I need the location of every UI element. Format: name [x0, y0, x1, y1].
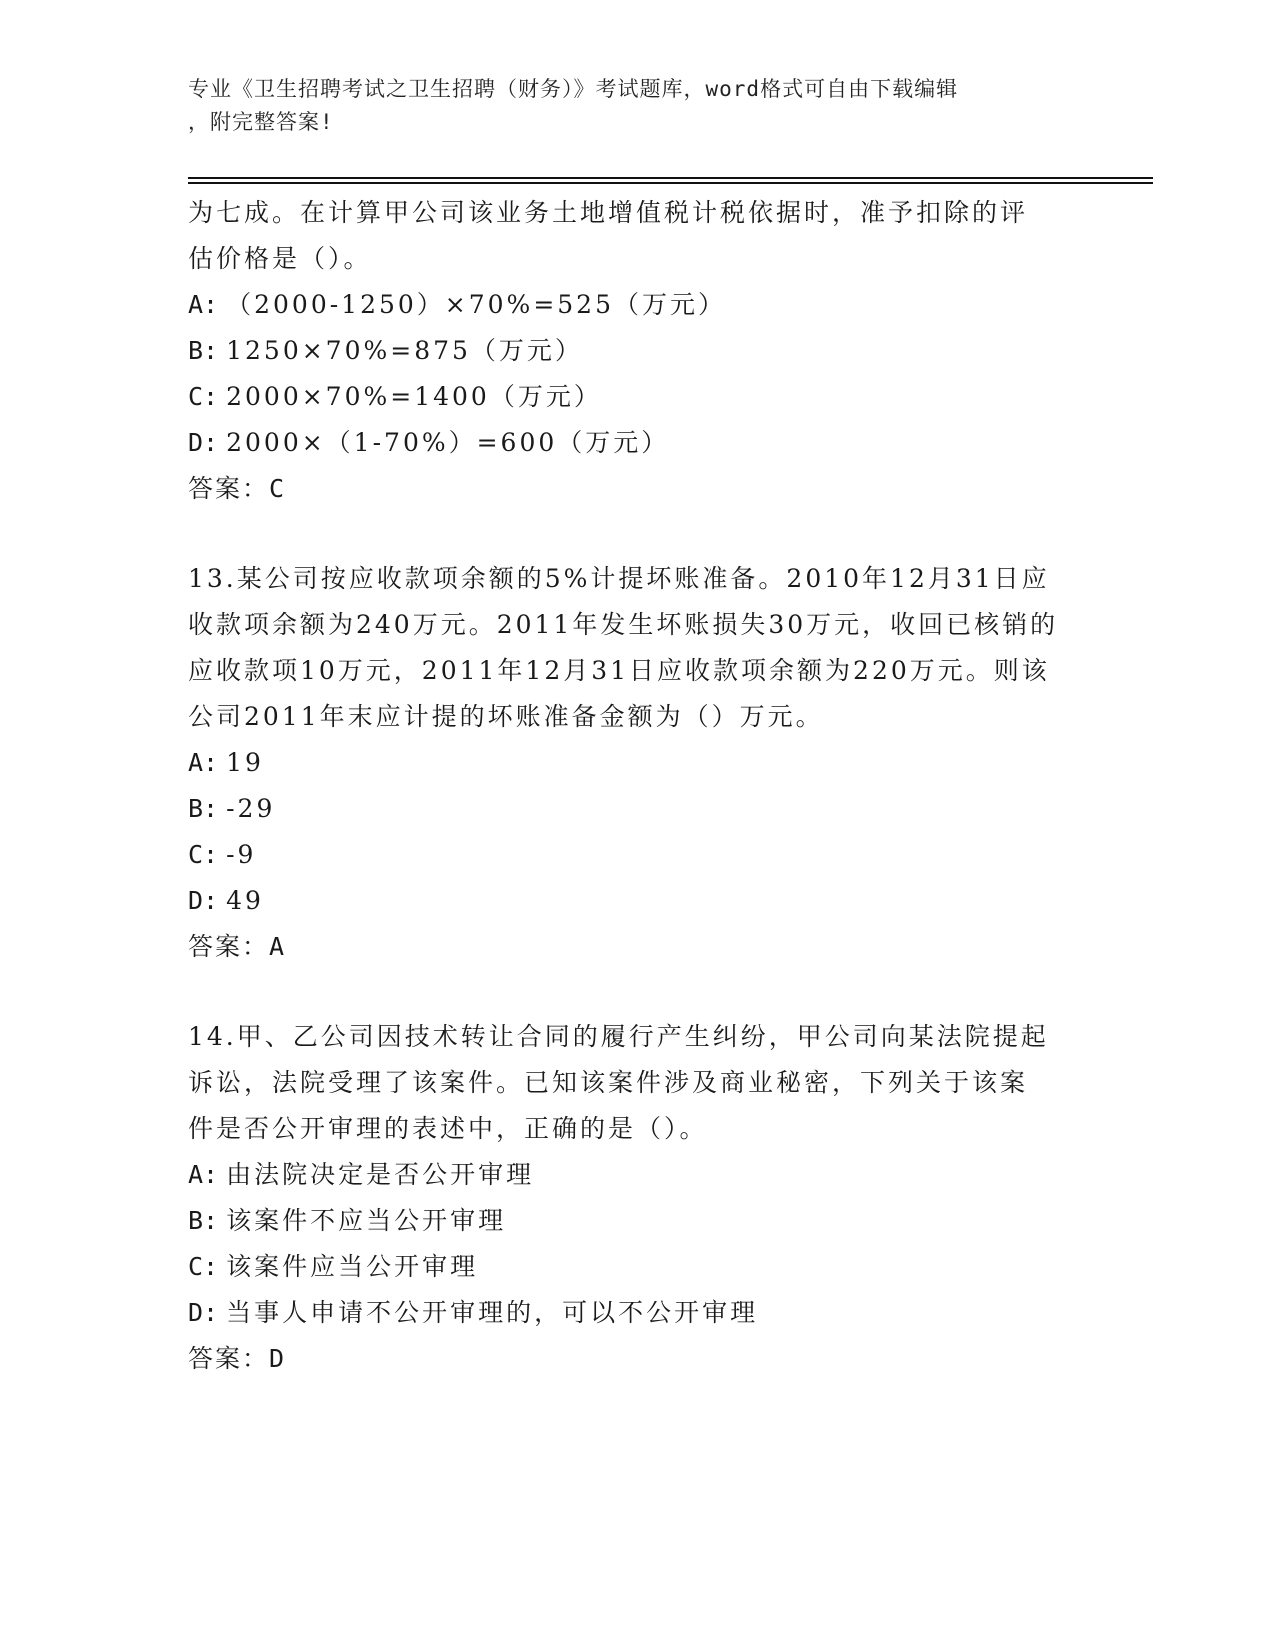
option-b	[188, 328, 1088, 374]
answer-label: 答案：	[188, 932, 270, 961]
question-stem-line: 为七成。在计算甲公司该业务土地增值税计税依据时，准予扣除的评	[188, 198, 1029, 227]
option-text: 1250×70%=875（万元）	[226, 336, 583, 365]
question-stem-line: 14.甲、乙公司因技术转让合同的履行产生纠纷，甲公司向某法院提起	[188, 1022, 1049, 1051]
question-stem-line: 收款项余额为240万元。2011年发生坏账损失30万元，收回已核销的	[188, 610, 1059, 639]
option-text: 由法院决定是否公开审理	[226, 1160, 535, 1189]
header-line-1: 专业《卫生招聘考试之卫生招聘（财务）》考试题库，word格式可自由下载编辑	[188, 77, 959, 101]
option-text: 49	[226, 886, 264, 915]
option-letter: D:	[188, 1298, 219, 1327]
option-letter: A:	[188, 1160, 219, 1189]
option-text: 当事人申请不公开审理的，可以不公开审理	[226, 1298, 759, 1327]
option-d	[188, 420, 1088, 466]
option-text: 2000×70%=1400（万元）	[226, 382, 602, 411]
answer-value: D	[269, 1344, 287, 1373]
option-text: 19	[226, 748, 264, 777]
option-text: 该案件不应当公开审理	[226, 1206, 507, 1235]
question-stem-line: 估价格是（）。	[188, 244, 372, 273]
option-letter: B:	[188, 794, 219, 823]
option-a	[188, 1152, 1088, 1198]
answer	[188, 1336, 1088, 1382]
option-a	[188, 740, 1088, 786]
option-c	[188, 832, 1088, 878]
option-text: 2000×（1-70%）=600（万元）	[226, 428, 670, 457]
option-c	[188, 1244, 1088, 1290]
option-text: 该案件应当公开审理	[226, 1252, 479, 1281]
answer-label: 答案：	[188, 474, 270, 503]
answer	[188, 924, 1088, 970]
option-letter: B:	[188, 1206, 219, 1235]
option-d	[188, 878, 1088, 924]
answer-value: C	[269, 474, 287, 503]
header-line-2: ，附完整答案!	[188, 110, 334, 134]
question-stem-line: 诉讼，法院受理了该案件。已知该案件涉及商业秘密，下列关于该案	[188, 1068, 1029, 1097]
answer-label: 答案：	[188, 1344, 270, 1373]
option-text: （2000-1250）×70%=525（万元）	[226, 290, 726, 319]
option-letter: D:	[188, 428, 219, 457]
answer	[188, 466, 1088, 512]
question-stem-line: 应收款项10万元，2011年12月31日应收款项余额为220万元。则该	[188, 656, 1050, 685]
option-text: -29	[226, 794, 276, 823]
option-letter: D:	[188, 886, 219, 915]
option-a	[188, 282, 1088, 328]
question-stem-line: 公司2011年末应计提的坏账准备金额为（）万元。	[188, 702, 824, 731]
document-body	[188, 190, 1088, 1382]
question-stem-line: 件是否公开审理的表述中，正确的是（）。	[188, 1114, 708, 1143]
question-12	[188, 190, 1088, 512]
option-letter: A:	[188, 748, 219, 777]
option-letter: C:	[188, 840, 219, 869]
option-d	[188, 1290, 1088, 1336]
option-c	[188, 374, 1088, 420]
answer-value: A	[269, 932, 287, 961]
option-letter: C:	[188, 1252, 219, 1281]
option-letter: B:	[188, 336, 219, 365]
question-13	[188, 556, 1088, 970]
spacer	[188, 512, 1088, 556]
document-header	[188, 73, 1068, 139]
option-b	[188, 1198, 1088, 1244]
question-14	[188, 1014, 1088, 1382]
question-stem-line: 13.某公司按应收款项余额的5%计提坏账准备。2010年12月31日应	[188, 564, 1050, 593]
header-divider-bottom	[188, 182, 1153, 184]
option-letter: A:	[188, 290, 219, 319]
header-divider-top	[188, 177, 1153, 179]
option-letter: C:	[188, 382, 219, 411]
spacer	[188, 970, 1088, 1014]
option-b	[188, 786, 1088, 832]
option-text: -9	[226, 840, 257, 869]
